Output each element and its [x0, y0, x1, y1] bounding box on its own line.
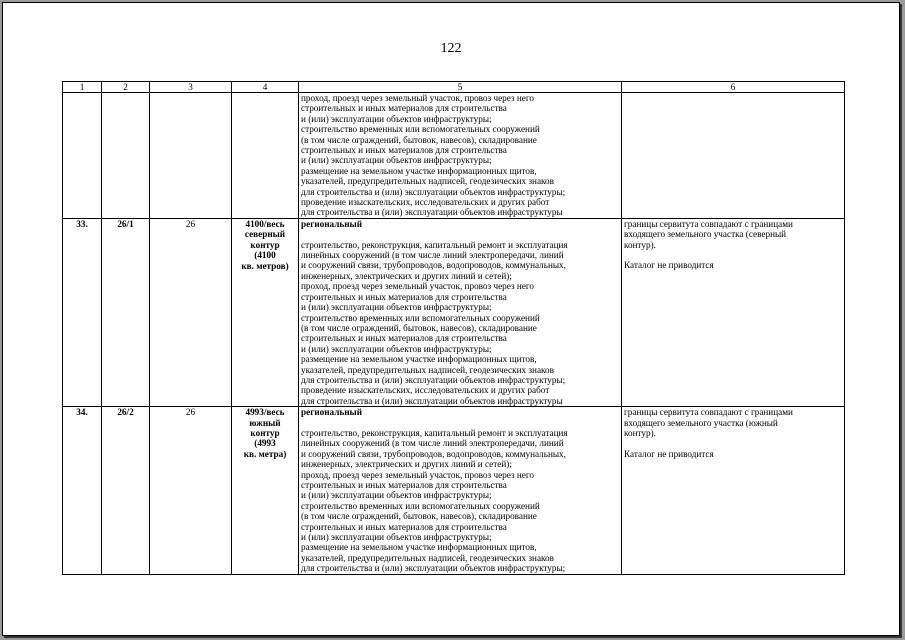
purpose-line: строительных и иных материалов для строительства	[301, 480, 507, 490]
column-header-1: 1	[63, 82, 102, 93]
cell-note	[622, 93, 845, 219]
area-line: контур	[250, 239, 280, 250]
purpose-line: для строительства и (или) эксплуатации объектов инфраструктуры;	[301, 186, 566, 197]
purpose-line: строительных и иных материалов для строительства	[301, 145, 507, 156]
purpose-line: линейных сооружений (в том числе линий электропередачи, линий	[301, 438, 564, 449]
purpose-line: (в том числе ограждений, бытовок, навесов), складирование	[301, 511, 537, 522]
purpose-line: проход, проезд через земельный участок, провоз через него	[301, 93, 534, 103]
area-line: 4993/весь	[245, 407, 285, 418]
purpose-line: проведение изыскательских, исследовательских и других работ	[301, 197, 550, 208]
cell-purpose	[299, 93, 622, 219]
purpose-line: и (или) эксплуатации объектов инфраструктуры;	[301, 343, 492, 354]
area-line: кв. метров)	[241, 260, 289, 271]
purpose-line: размещение на земельном участке информационных щитов,	[301, 165, 537, 176]
page-number: 122	[440, 41, 462, 56]
row-number: 33.	[63, 218, 102, 406]
cell-purpose	[299, 218, 622, 406]
purpose-line: инженерных, электрических и других линий и сетей);	[301, 270, 512, 281]
note-line: входящего земельного участка (северный	[624, 229, 787, 240]
purpose-line: размещение на земельном участке информационных щитов,	[301, 542, 537, 553]
area-line: южный	[249, 417, 281, 428]
purpose-line: строительных и иных материалов для строительства	[301, 521, 507, 532]
purpose-line: для строительства и (или) эксплуатации объектов инфраструктуры	[301, 207, 563, 218]
quarter-number: 26	[150, 218, 232, 406]
area-line: кв. метра)	[243, 448, 287, 459]
cell-area	[232, 93, 299, 219]
purpose-line: для строительства и (или) эксплуатации объектов инфраструктуры;	[301, 374, 566, 385]
row-number: 34.	[63, 407, 102, 574]
cell-num	[63, 93, 102, 219]
purpose-line: и (или) эксплуатации объектов инфраструктуры;	[301, 302, 492, 313]
note-line: границы сервитута совпадают с границами	[624, 218, 793, 229]
purpose-line: указателей, предупредительных надписей, геодезических знаков	[301, 364, 554, 375]
purpose-line: для строительства и (или) эксплуатации объектов инфраструктуры;	[301, 563, 566, 574]
cell-code	[102, 93, 150, 219]
area-line: контур	[250, 427, 280, 438]
purpose-line: строительство временных или вспомогательных сооружений	[301, 312, 540, 323]
purpose-line: и (или) эксплуатации объектов инфраструктуры;	[301, 113, 492, 124]
purpose-line: строительных и иных материалов для строительства	[301, 103, 507, 114]
purpose-line: строительство, реконструкция, капитальный ремонт и эксплуатация	[301, 239, 568, 250]
catalog-note: Каталог не приводится	[624, 260, 714, 271]
purpose-line: строительство временных или вспомогательных сооружений	[301, 124, 540, 135]
servitude-category: региональный	[301, 218, 362, 229]
note-line: контур).	[624, 427, 656, 438]
area-cell	[232, 407, 299, 574]
note-line: входящего земельного участка (южный	[624, 417, 778, 428]
purpose-line: и (или) эксплуатации объектов инфраструктуры;	[301, 532, 492, 543]
purpose-line: и (или) эксплуатации объектов инфраструктуры;	[301, 155, 492, 166]
table-row	[63, 218, 845, 406]
cell-purpose	[299, 407, 622, 574]
spacer	[301, 229, 619, 239]
quarter-number: 26	[150, 407, 232, 574]
servitude-category: региональный	[301, 407, 362, 418]
spacer	[301, 418, 619, 428]
purpose-line: строительство, реконструкция, капитальный ремонт и эксплуатация	[301, 427, 568, 438]
area-cell	[232, 218, 299, 406]
column-header-4: 4	[232, 82, 299, 93]
column-header-5: 5	[299, 82, 622, 93]
cell-note	[622, 218, 845, 406]
purpose-line: (в том числе ограждений, бытовок, навесов), складирование	[301, 134, 537, 145]
purpose-line: строительных и иных материалов для строительства	[301, 333, 507, 344]
area-line: северный	[244, 229, 286, 240]
purpose-line: строительство временных или вспомогательных сооружений	[301, 500, 540, 511]
note-line: границы сервитута совпадают с границами	[624, 407, 793, 418]
purpose-line: указателей, предупредительных надписей, геодезических знаков	[301, 176, 554, 187]
spacer	[624, 250, 842, 260]
cell-note	[622, 407, 845, 574]
table-row-continuation	[63, 93, 845, 219]
purpose-line: и (или) эксплуатации объектов инфраструктуры;	[301, 490, 492, 501]
document-page	[2, 2, 900, 636]
purpose-line: и сооружений связи, трубопроводов, водопроводов, коммунальных,	[301, 260, 566, 271]
servitude-code: 26/1	[102, 218, 150, 406]
table-row	[63, 407, 845, 574]
purpose-line: линейных сооружений (в том числе линий электропередачи, линий	[301, 250, 564, 261]
servitude-table	[62, 81, 845, 575]
column-header-3: 3	[150, 82, 232, 93]
note-line: контур).	[624, 239, 656, 250]
purpose-line: указателей, предупредительных надписей, геодезических знаков	[301, 552, 554, 563]
purpose-line: инженерных, электрических и других линий и сетей);	[301, 459, 512, 470]
purpose-line: (в том числе ограждений, бытовок, навесов), складирование	[301, 322, 537, 333]
spacer	[624, 438, 842, 448]
purpose-line: проход, проезд через земельный участок, провоз через него	[301, 281, 534, 292]
column-header-6: 6	[622, 82, 845, 93]
column-header-row	[63, 82, 845, 93]
purpose-line: для строительства и (или) эксплуатации объектов инфраструктуры	[301, 395, 563, 406]
cell-quarter	[150, 93, 232, 219]
purpose-line: проведение изыскательских, исследовательских и других работ	[301, 385, 550, 396]
servitude-code: 26/2	[102, 407, 150, 574]
column-header-2: 2	[102, 82, 150, 93]
purpose-line: проход, проезд через земельный участок, провоз через него	[301, 469, 534, 480]
area-line: 4100/весь	[245, 218, 285, 229]
purpose-line: строительных и иных материалов для строительства	[301, 291, 507, 302]
purpose-line: размещение на земельном участке информационных щитов,	[301, 354, 537, 365]
catalog-note: Каталог не приводится	[624, 448, 714, 459]
purpose-line: и сооружений связи, трубопроводов, водопроводов, коммунальных,	[301, 448, 566, 459]
area-line: (4993	[254, 438, 276, 449]
area-line: (4100	[254, 250, 276, 261]
